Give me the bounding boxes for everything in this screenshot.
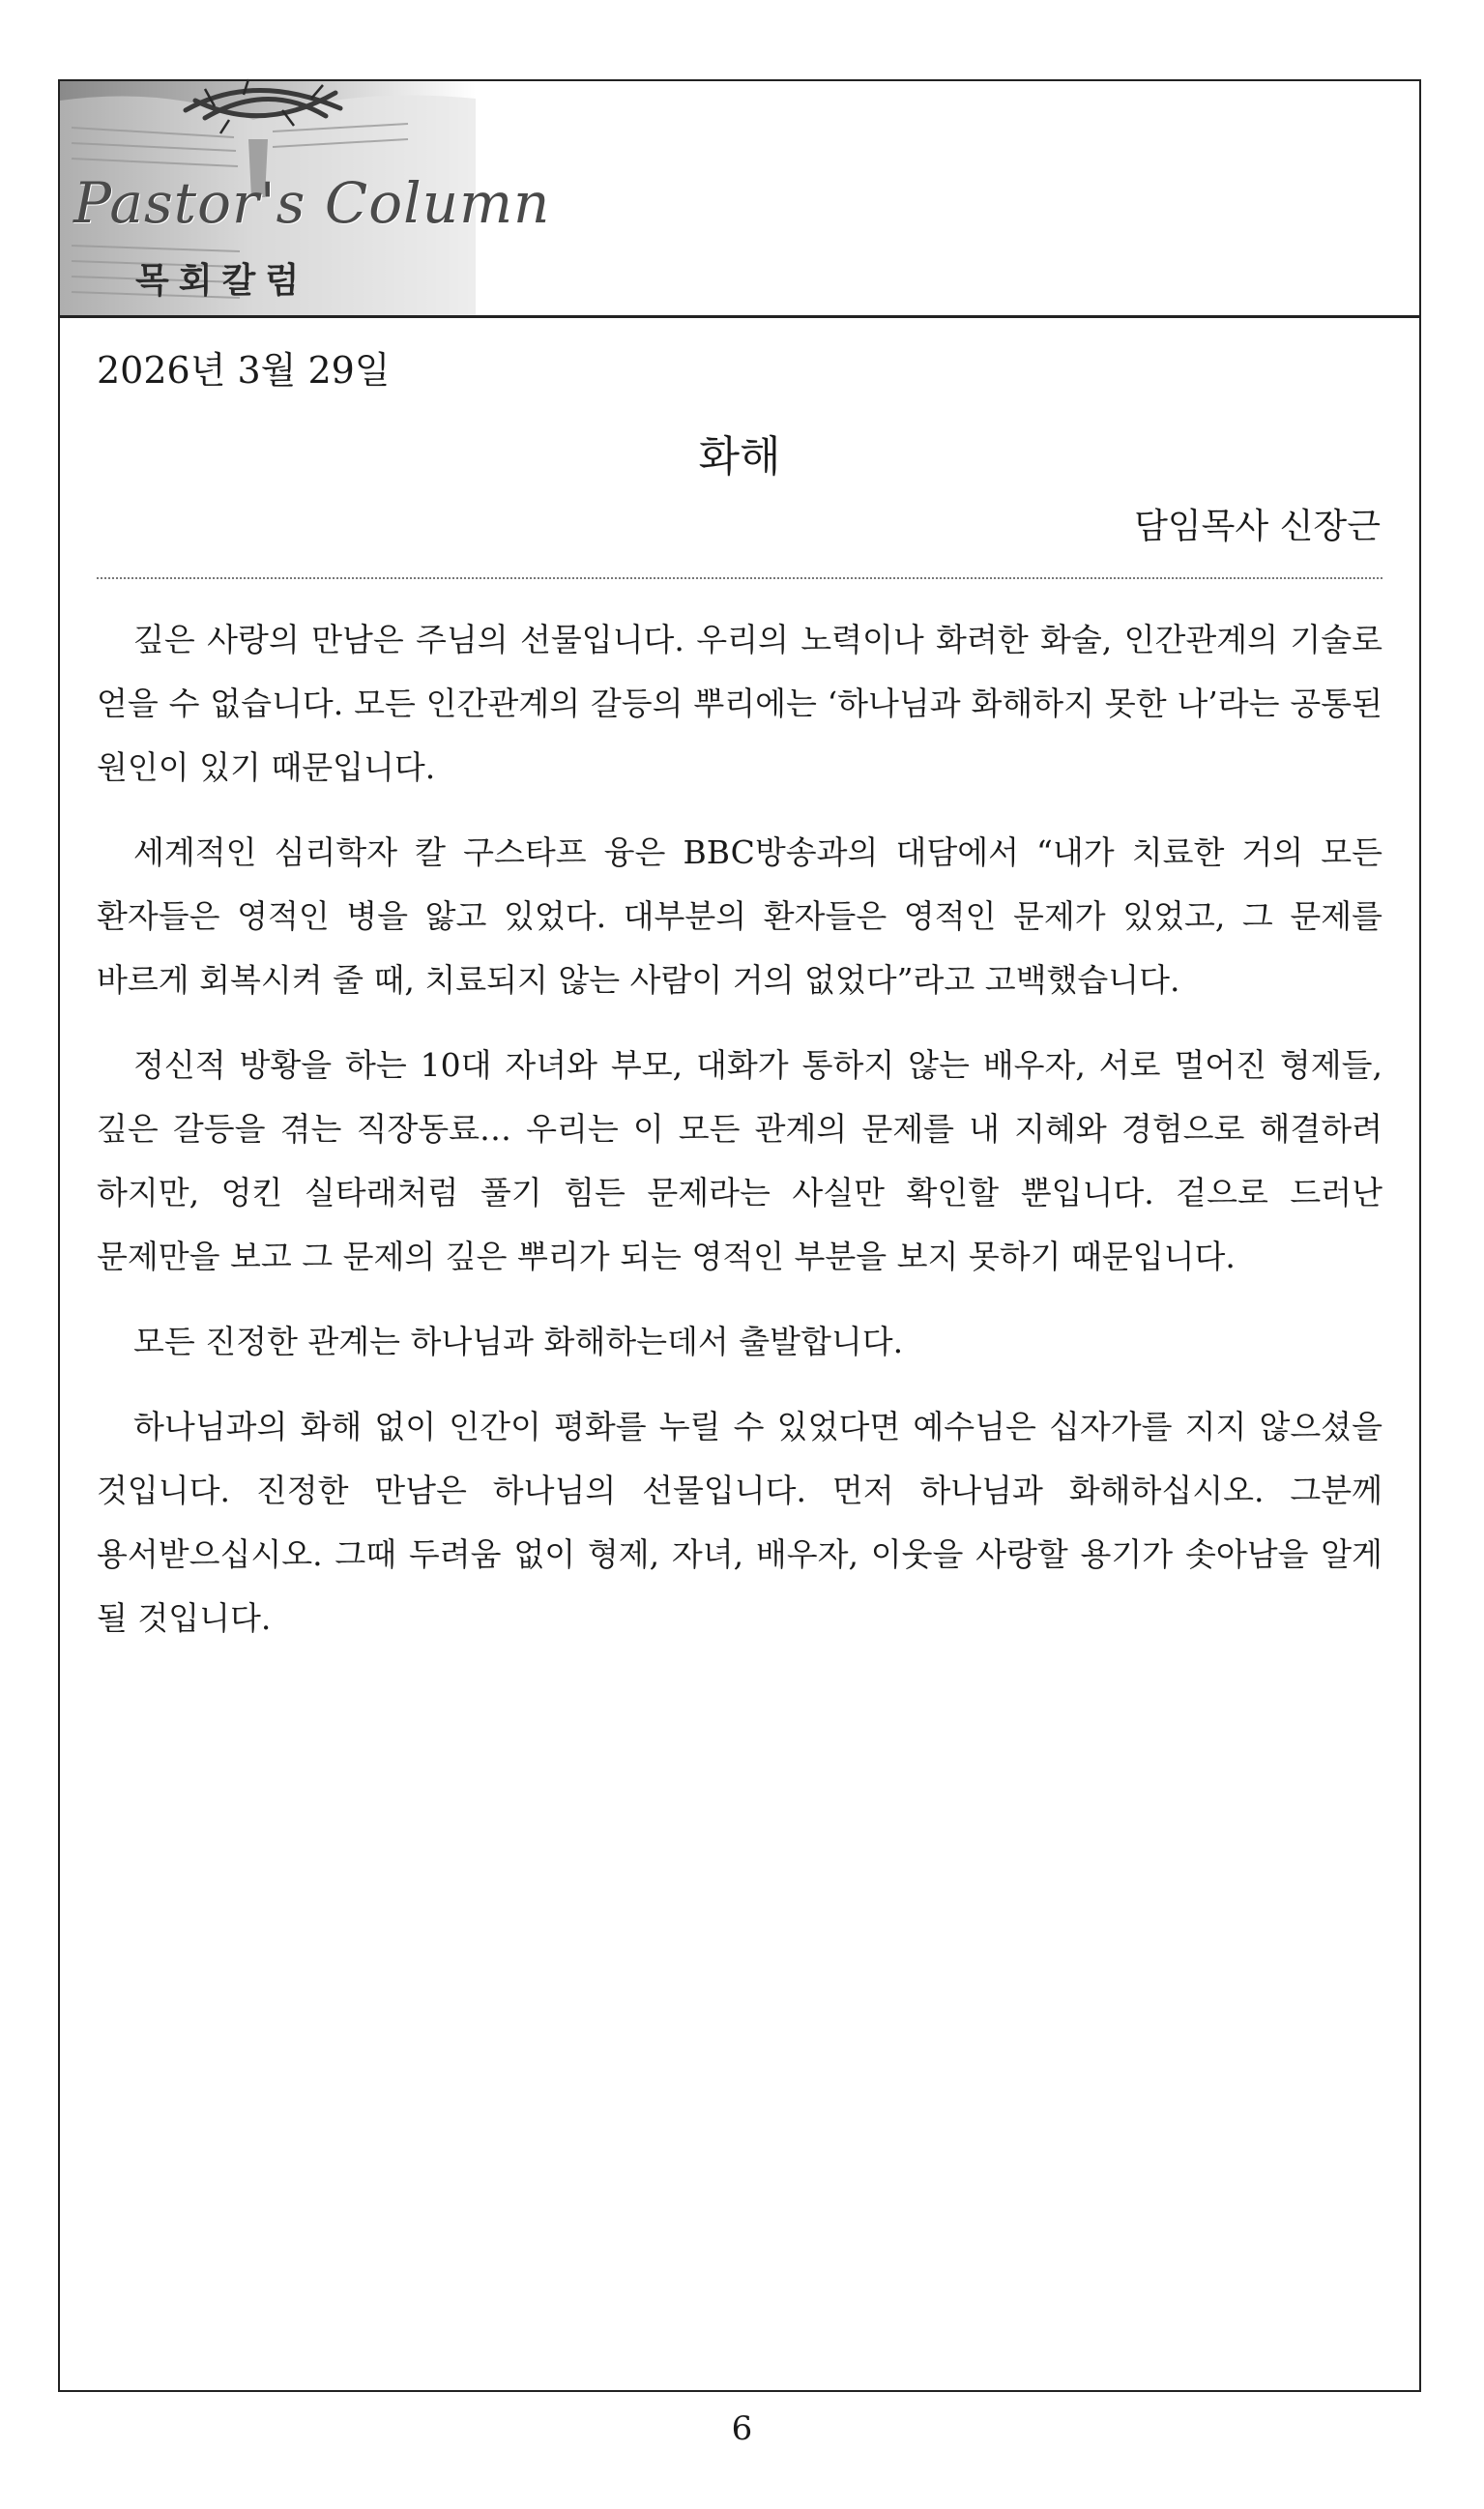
article-date: 2026년 3월 29일 xyxy=(97,349,391,392)
article-author: 담임목사 신장근 xyxy=(1134,507,1381,546)
banner-title: Pastor's Column xyxy=(73,170,551,236)
page-number: 6 xyxy=(731,2409,753,2448)
pastors-column-banner xyxy=(60,81,551,315)
paragraph: 모든 진정한 관계는 하나님과 화해하는데서 출발합니다. xyxy=(133,1323,904,1360)
article-body xyxy=(97,608,1382,1672)
paragraph: 세계적인 심리학자 칼 구스타프 융은 BBC방송과의 대담에서 “내가 치료한 거의 모든 환자들은 영적인 병을 앓고 있었다. 대부분의 환자들은 영적인 문제가 있었고, 그 문제를 바르게 회복시켜 줄 때, 치료되지 않는 사람이 거의 없었다”라고 고백했습니다. xyxy=(97,833,1382,999)
paragraph: 하나님과의 화해 없이 인간이 평화를 누릴 수 있었다면 예수님은 십자가를 지지 않으셨을 것입니다. 진정한 만남은 하나님의 선물입니다. 먼저 하나님과 화해하십시오. 그분께 용서받으십시오. 그때 두려움 없이 형제, 자녀, 배우자, 이웃을 사랑할 용기가 솟아남을 알게 될 것입니다. xyxy=(97,1408,1382,1637)
paragraph: 깊은 사랑의 만남은 주님의 선물입니다. 우리의 노력이나 화려한 화술, 인간관계의 기술로 얻을 수 없습니다. 모든 인간관계의 갈등의 뿌리에는 ‘하나님과 화해하지 못한 나’라는 공통된 원인이 있기 때문입니다. xyxy=(97,621,1382,786)
banner-subtitle: 목회칼럼 xyxy=(135,261,309,301)
page-frame xyxy=(58,79,1421,2392)
paragraph: 정신적 방황을 하는 10대 자녀와 부모, 대화가 통하지 않는 배우자, 서로 멀어진 형제들, 깊은 갈등을 겪는 직장동료… 우리는 이 모든 관계의 문제를 내 지혜와 경험으로 해결하려 하지만, 엉킨 실타래처럼 풀기 힘든 문제라는 사실만 확인할 뿐입니다. 겉으로 드러난 문제만을 보고 그 문제의 깊은 뿌리가 되는 영적인 부분을 보지 못하기 때문입니다. xyxy=(97,1046,1382,1275)
dotted-divider xyxy=(97,577,1382,579)
column-header xyxy=(60,81,1419,318)
article-title: 화해 xyxy=(698,432,781,481)
